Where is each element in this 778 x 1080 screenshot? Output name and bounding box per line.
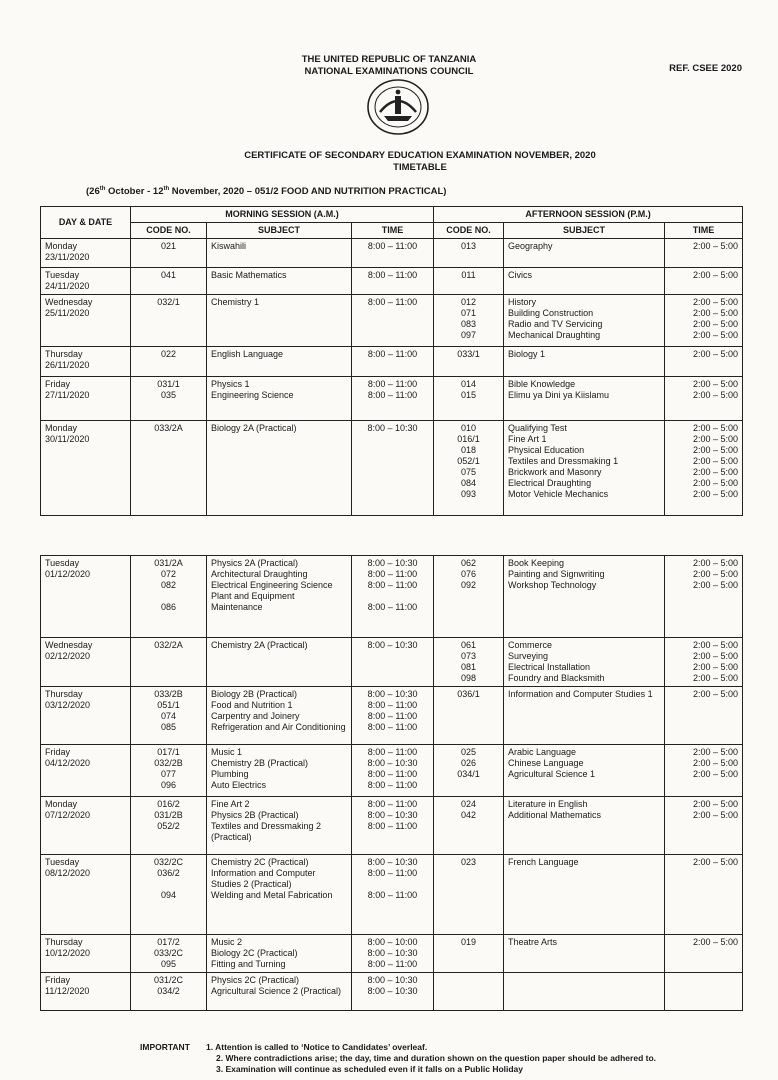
am-subject-header: SUBJECT [207, 223, 352, 239]
timetable-body-2 [41, 556, 743, 1011]
am-time-cell: 8:00 – 10:30 [352, 421, 434, 516]
pm-subject-cell: Commerce Surveying Electrical Installation Foundry and Blacksmith [504, 638, 665, 687]
pm-code-cell: 010 016/1 018 052/1 075 084 093 [434, 421, 504, 516]
day-date-cell: Friday 04/12/2020 [41, 745, 131, 797]
am-time-cell: 8:00 – 10:00 8:00 – 10:30 8:00 – 11:00 [352, 935, 434, 973]
title-line-1: CERTIFICATE OF SECONDARY EDUCATION EXAMINATION NOVEMBER, 2020 [244, 150, 596, 161]
table-row [41, 295, 743, 347]
am-time-cell: 8:00 – 10:30 8:00 – 10:30 [352, 973, 434, 1011]
day-date-cell: Tuesday 01/12/2020 [41, 556, 131, 638]
pm-time-header: TIME [665, 223, 743, 239]
pm-code-cell: 061 073 081 098 [434, 638, 504, 687]
am-subject-cell: Biology 2B (Practical) Food and Nutrition 1 Carpentry and Joinery Refrigeration and Air Conditioning [207, 687, 352, 745]
pm-time-cell: 2:00 – 5:00 2:00 – 5:00 2:00 – 5:00 2:00 – 5:00 [665, 295, 743, 347]
pm-subject-header: SUBJECT [504, 223, 665, 239]
pm-time-cell: 2:00 – 5:00 [665, 687, 743, 745]
pm-code-cell: 024 042 [434, 797, 504, 855]
pm-code-cell: 013 [434, 239, 504, 268]
document-title [0, 150, 778, 174]
day-date-cell: Tuesday 08/12/2020 [41, 855, 131, 935]
table-row [41, 745, 743, 797]
am-code-cell: 033/2B 051/1 074 085 [131, 687, 207, 745]
am-code-cell: 016/2 031/2B 052/2 [131, 797, 207, 855]
exam-period [86, 186, 446, 197]
pm-time-cell: 2:00 – 5:00 [665, 855, 743, 935]
pm-subject-cell: Book Keeping Painting and Signwriting Workshop Technology [504, 556, 665, 638]
header-line-1: THE UNITED REPUBLIC OF TANZANIA [301, 54, 477, 65]
am-code-cell: 031/2A 072 082 086 [131, 556, 207, 638]
pm-code-cell [434, 973, 504, 1011]
am-subject-cell: Physics 2A (Practical) Architectural Draughting Electrical Engineering Science Plant and Equipment Maintenance [207, 556, 352, 638]
table-row [41, 347, 743, 377]
am-subject-cell: Music 2 Biology 2C (Practical) Fitting and Turning [207, 935, 352, 973]
pm-code-cell: 033/1 [434, 347, 504, 377]
pm-subject-cell: Literature in English Additional Mathematics [504, 797, 665, 855]
pm-time-cell: 2:00 – 5:00 [665, 347, 743, 377]
am-time-cell: 8:00 – 11:00 8:00 – 10:30 8:00 – 11:00 [352, 797, 434, 855]
col-day-date: DAY & DATE [41, 207, 131, 239]
am-code-cell: 032/1 [131, 295, 207, 347]
am-time-cell: 8:00 – 11:00 [352, 239, 434, 268]
pm-subject-cell: Arabic Language Chinese Language Agricultural Science 1 [504, 745, 665, 797]
am-time-cell: 8:00 – 11:00 [352, 268, 434, 295]
period-end: November, 2020 – 051/2 FOOD AND NUTRITION PRACTICAL) [169, 186, 447, 198]
period-sup-2: th [163, 186, 170, 192]
pm-time-cell: 2:00 – 5:00 2:00 – 5:00 2:00 – 5:00 2:00 – 5:00 [665, 638, 743, 687]
table-row [41, 556, 743, 638]
pm-time-cell: 2:00 – 5:00 2:00 – 5:00 [665, 377, 743, 421]
am-time-cell: 8:00 – 11:00 [352, 347, 434, 377]
pm-code-cell: 062 076 092 [434, 556, 504, 638]
pm-code-cell: 019 [434, 935, 504, 973]
day-date-cell: Thursday 26/11/2020 [41, 347, 131, 377]
day-date-cell: Friday 27/11/2020 [41, 377, 131, 421]
day-date-cell: Thursday 10/12/2020 [41, 935, 131, 973]
day-date-cell: Friday 11/12/2020 [41, 973, 131, 1011]
table-row [41, 638, 743, 687]
am-subject-cell: Biology 2A (Practical) [207, 421, 352, 516]
am-code-cell: 032/2C 036/2 094 [131, 855, 207, 935]
header-row-sessions [41, 207, 743, 223]
am-subject-cell: Chemistry 2C (Practical) Information and Computer Studies 2 (Practical) Welding and Metal Fabrication [207, 855, 352, 935]
table-row [41, 797, 743, 855]
day-date-cell: Wednesday 02/12/2020 [41, 638, 131, 687]
table-row [41, 421, 743, 516]
timetable-part-1 [40, 206, 743, 516]
header-line-2: NATIONAL EXAMINATIONS COUNCIL [304, 66, 474, 77]
am-time-cell: 8:00 – 11:00 8:00 – 11:00 [352, 377, 434, 421]
day-date-cell: Monday 30/11/2020 [41, 421, 131, 516]
pm-code-cell: 012 071 083 097 [434, 295, 504, 347]
timetable-part-2 [40, 555, 743, 1011]
pm-code-cell: 025 026 034/1 [434, 745, 504, 797]
am-code-cell: 033/2A [131, 421, 207, 516]
am-time-header: TIME [352, 223, 434, 239]
am-code-cell: 032/2A [131, 638, 207, 687]
am-subject-cell: English Language [207, 347, 352, 377]
title-line-2: TIMETABLE [393, 162, 447, 173]
period-sup-1: th [99, 186, 106, 192]
am-subject-cell: Fine Art 2 Physics 2B (Practical) Textiles and Dressmaking 2 (Practical) [207, 797, 352, 855]
pm-time-cell [665, 973, 743, 1011]
pm-subject-cell: Civics [504, 268, 665, 295]
am-subject-cell: Basic Mathematics [207, 268, 352, 295]
morning-session-header: MORNING SESSION (A.M.) [131, 207, 434, 223]
am-code-cell: 031/2C 034/2 [131, 973, 207, 1011]
important-notes [140, 1042, 656, 1075]
period-start: (26 [86, 186, 100, 198]
am-code-cell: 017/2 033/2C 095 [131, 935, 207, 973]
header-row-columns [41, 223, 743, 239]
am-code-cell: 031/1 035 [131, 377, 207, 421]
am-code-header: CODE NO. [131, 223, 207, 239]
day-date-cell: Wednesday 25/11/2020 [41, 295, 131, 347]
pm-code-cell: 011 [434, 268, 504, 295]
pm-time-cell: 2:00 – 5:00 [665, 268, 743, 295]
period-middle: October - 12 [105, 186, 164, 198]
am-code-cell: 041 [131, 268, 207, 295]
pm-subject-cell: Information and Computer Studies 1 [504, 687, 665, 745]
important-label: IMPORTANT [140, 1042, 190, 1052]
important-note-1: 1. Attention is called to ‘Notice to Candidates’ overleaf. [206, 1042, 428, 1052]
necta-seal-icon [366, 78, 430, 136]
pm-subject-cell: Geography [504, 239, 665, 268]
pm-subject-cell: French Language [504, 855, 665, 935]
am-code-cell: 017/1 032/2B 077 096 [131, 745, 207, 797]
am-subject-cell: Chemistry 2A (Practical) [207, 638, 352, 687]
pm-subject-cell: Theatre Arts [504, 935, 665, 973]
pm-time-cell: 2:00 – 5:00 2:00 – 5:00 2:00 – 5:00 2:00 – 5:00 2:00 – 5:00 2:00 – 5:00 2:00 – 5:00 [665, 421, 743, 516]
am-time-cell: 8:00 – 10:30 [352, 638, 434, 687]
afternoon-session-header: AFTERNOON SESSION (P.M.) [434, 207, 743, 223]
table-row [41, 973, 743, 1011]
am-subject-cell: Physics 2C (Practical) Agricultural Science 2 (Practical) [207, 973, 352, 1011]
day-date-cell: Monday 07/12/2020 [41, 797, 131, 855]
pm-subject-cell [504, 973, 665, 1011]
table-row [41, 687, 743, 745]
table-row [41, 377, 743, 421]
table-row [41, 239, 743, 268]
am-code-cell: 022 [131, 347, 207, 377]
am-time-cell: 8:00 – 10:30 8:00 – 11:00 8:00 – 11:00 [352, 855, 434, 935]
am-time-cell: 8:00 – 11:00 8:00 – 10:30 8:00 – 11:00 8:00 – 11:00 [352, 745, 434, 797]
am-subject-cell: Kiswahili [207, 239, 352, 268]
day-date-cell: Monday 23/11/2020 [41, 239, 131, 268]
table-row [41, 855, 743, 935]
pm-subject-cell: Biology 1 [504, 347, 665, 377]
pm-subject-cell: History Building Construction Radio and TV Servicing Mechanical Draughting [504, 295, 665, 347]
reference-number: REF. CSEE 2020 [669, 63, 742, 74]
pm-subject-cell: Qualifying Test Fine Art 1 Physical Education Textiles and Dressmaking 1 Brickwork and Masonry Electrical Draughting Motor Vehicle Mechanics [504, 421, 665, 516]
am-time-cell: 8:00 – 11:00 [352, 295, 434, 347]
table-row [41, 935, 743, 973]
am-subject-cell: Music 1 Chemistry 2B (Practical) Plumbing Auto Electrics [207, 745, 352, 797]
pm-code-cell: 014 015 [434, 377, 504, 421]
am-code-cell: 021 [131, 239, 207, 268]
am-time-cell: 8:00 – 10:30 8:00 – 11:00 8:00 – 11:00 8:00 – 11:00 [352, 556, 434, 638]
pm-code-cell: 036/1 [434, 687, 504, 745]
important-note-3: 3. Examination will continue as scheduled even if it falls on a Public Holiday [216, 1064, 524, 1074]
day-date-cell: Thursday 03/12/2020 [41, 687, 131, 745]
am-subject-cell: Physics 1 Engineering Science [207, 377, 352, 421]
pm-time-cell: 2:00 – 5:00 2:00 – 5:00 2:00 – 5:00 [665, 556, 743, 638]
pm-code-header: CODE NO. [434, 223, 504, 239]
am-subject-cell: Chemistry 1 [207, 295, 352, 347]
timetable-body-1 [41, 239, 743, 516]
am-time-cell: 8:00 – 10:30 8:00 – 11:00 8:00 – 11:00 8:00 – 11:00 [352, 687, 434, 745]
table-row [41, 268, 743, 295]
day-date-cell: Tuesday 24/11/2020 [41, 268, 131, 295]
pm-time-cell: 2:00 – 5:00 2:00 – 5:00 [665, 797, 743, 855]
pm-time-cell: 2:00 – 5:00 2:00 – 5:00 2:00 – 5:00 [665, 745, 743, 797]
pm-subject-cell: Bible Knowledge Elimu ya Dini ya Kiislamu [504, 377, 665, 421]
important-note-2: 2. Where contradictions arise; the day, time and duration shown on the question paper should be adhered to. [216, 1053, 657, 1063]
pm-time-cell: 2:00 – 5:00 [665, 935, 743, 973]
pm-code-cell: 023 [434, 855, 504, 935]
pm-time-cell: 2:00 – 5:00 [665, 239, 743, 268]
